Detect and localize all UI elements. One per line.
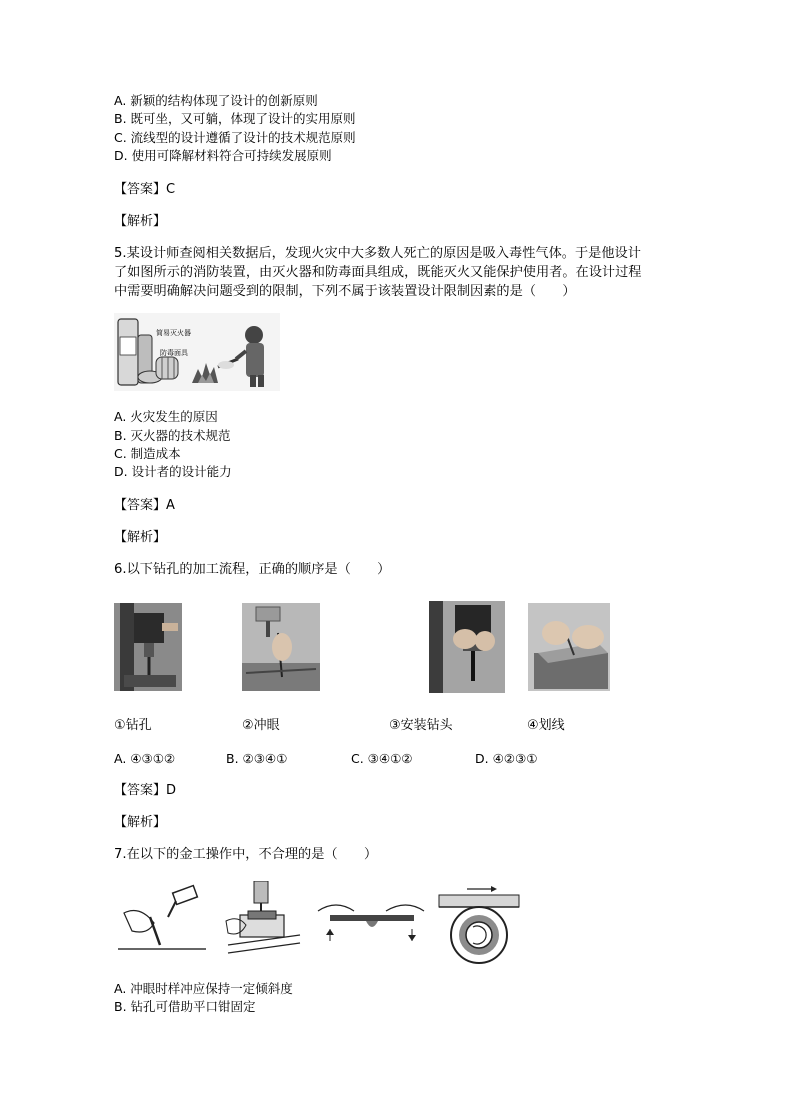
q7-figure-grinding-wheel: [437, 885, 521, 967]
q6-caption-2: ②冲眼: [242, 718, 280, 733]
q7-option-a: A. 冲眼时样冲应保持一定倾斜度: [114, 981, 293, 996]
q7-option-b: B. 钻孔可借助平口钳固定: [114, 999, 256, 1014]
q6-answer: 【答案】D: [114, 783, 177, 798]
q6-choice-a: A. ④③①②: [114, 751, 176, 766]
q6-photo-center-punch: [242, 603, 320, 691]
q4-option-d: D. 使用可降解材料符合可持续发展原则: [114, 148, 332, 163]
q4-option-a: A. 新颖的结构体现了设计的创新原则: [114, 93, 318, 108]
q4-option-b: B. 既可坐，又可躺，体现了设计的实用原则: [114, 111, 356, 126]
q7-figure-punch: [114, 883, 208, 957]
q6-choice-b: B. ②③④①: [226, 751, 288, 766]
q7-figure-vise-drilling: [224, 881, 304, 959]
q5-stem-line-1: 5.某设计师查阅相关数据后，发现火灾中大多数人死亡的原因是吸入毒性气体。于是他设计: [114, 246, 641, 261]
q5-option-b: B. 灭火器的技术规范: [114, 428, 231, 443]
q4-analysis: 【解析】: [114, 214, 167, 229]
q7-stem: 7.在以下的金工操作中，不合理的是（ ）: [114, 847, 378, 862]
q5-option-c: C. 制造成本: [114, 446, 181, 461]
q6-analysis: 【解析】: [114, 815, 167, 830]
q5-stem-line-3: 中需要明确解决问题受到的限制，下列不属于该装置设计限制因素的是（ ）: [114, 284, 576, 299]
q5-stem-line-2: 了如图所示的消防装置，由灭火器和防毒面具组成，既能灭火又能保护使用者。在设计过程: [114, 265, 642, 280]
q5-figure-label-extinguisher: 简易灭火器: [156, 329, 191, 337]
q5-option-a: A. 火灾发生的原因: [114, 409, 218, 424]
q5-figure-label-mask: 防毒面具: [160, 349, 188, 357]
q6-caption-4: ④划线: [527, 718, 565, 733]
q4-answer: 【答案】C: [114, 182, 176, 197]
q6-caption-1: ①钻孔: [114, 718, 152, 733]
q6-stem: 6.以下钻孔的加工流程，正确的顺序是（ ）: [114, 562, 391, 577]
q6-photo-marking-line: [528, 603, 610, 691]
q4-option-c: C. 流线型的设计遵循了设计的技术规范原则: [114, 130, 356, 145]
q7-figure-sawing: [316, 897, 426, 949]
q5-figure-extinguisher: [114, 313, 280, 391]
q6-choice-d: D. ④②③①: [475, 751, 538, 766]
q6-photo-install-bit: [429, 601, 505, 693]
q5-option-d: D. 设计者的设计能力: [114, 464, 232, 479]
q5-answer: 【答案】A: [114, 498, 175, 513]
q6-photo-drilling: [114, 603, 182, 691]
q6-choice-c: C. ③④①②: [351, 751, 413, 766]
q6-caption-3: ③安装钻头: [389, 718, 453, 733]
q5-analysis: 【解析】: [114, 530, 167, 545]
